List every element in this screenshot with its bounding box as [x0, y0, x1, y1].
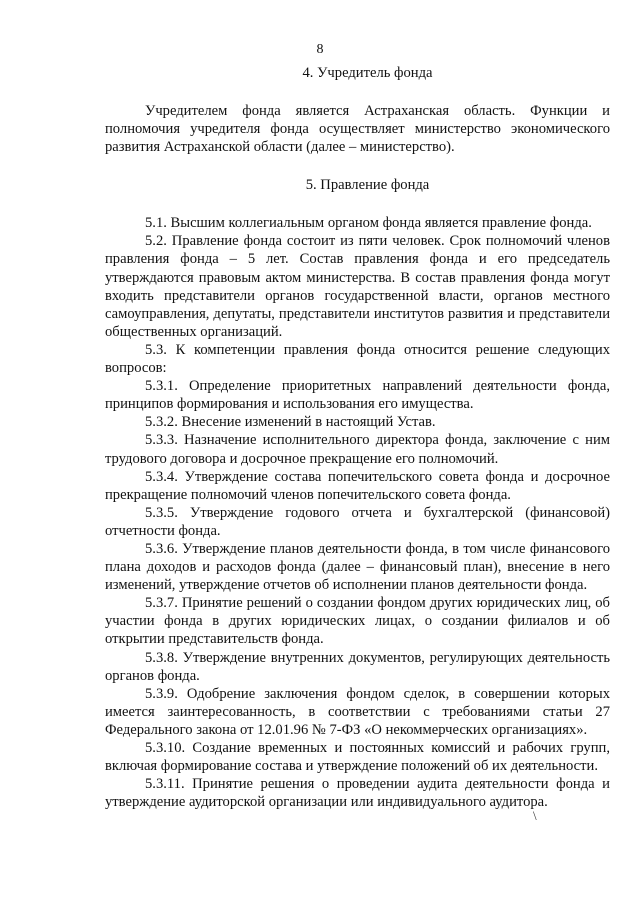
clause-5-3-8: 5.3.8. Утверждение внутренних документов, регулирующих деятельность органов фонда. — [105, 649, 610, 684]
page-number: 8 — [316, 42, 324, 57]
clause-5-2: 5.2. Правление фонда состоит из пяти человек. Срок полномочий членов правления фонда – 5 лет. Состав правления фонда и его председатель утверждаются правовым актом министерства. В состав правления фонда могут входить представители органов государственной власти, органов местного самоуправления, депутаты, представители институтов развития и представители общественных организаций. — [105, 233, 610, 340]
clause-5-3-2: 5.3.2. Внесение изменений в настоящий Устав. — [145, 414, 436, 431]
clause-5-3: 5.3. К компетенции правления фонда относится решение следующих вопросов: — [105, 341, 610, 377]
section-4-heading: 4. Учредитель фонда — [302, 65, 433, 81]
section-4-paragraph: Учредителем фонда является Астраханская область. Функции и полномочия учредителя фонда осуществляет министерство экономического развития Астраханской области (далее – министерство). — [105, 103, 610, 156]
clause-5-3-1: 5.3.1. Определение приоритетных направлений деятельности фонда, принципов формирования и использования его имущества. — [105, 378, 610, 413]
clause-5-3-3: 5.3.3. Назначение исполнительного директора фонда, заключение с ним трудового договора и досрочное прекращение его полномочий. — [105, 432, 610, 467]
clause-5-3-9: 5.3.9. Одобрение заключения фондом сделок, в совершении которых имеется заинтересованность, в соответствии с требованиями статьи 27 Федерального закона от 12.01.96 № 7-ФЗ «О некоммерческих организациях». — [105, 685, 610, 738]
clause-5-3-6: 5.3.6. Утверждение планов деятельности фонда, в том числе финансового плана доходов и расходов фонда (далее – финансовый план), внесение в него изменений, утверждение отчетов об исполнении планов деятельности фонда. — [105, 540, 610, 594]
clause-5-3-10: 5.3.10. Создание временных и постоянных комиссий и рабочих групп, включая формирование состава и утверждение положений об их деятельности. — [105, 740, 610, 775]
section-4 — [105, 64, 610, 156]
clause-5-3-7: 5.3.7. Принятие решений о создании фондом других юридических лиц, об участии фонда в других юридических лицах, о создании филиалов и об открытии представительств фонда. — [105, 595, 610, 648]
section-5-heading: 5. Правление фонда — [305, 177, 430, 194]
clause-5-1: 5.1. Высшим коллегиальным органом фонда является правление фонда. — [145, 215, 592, 232]
scan-mark: \ — [533, 808, 537, 823]
document-body — [105, 64, 610, 811]
clause-5-3-4: 5.3.4. Утверждение состава попечительского совета фонда и досрочное прекращение полномочий членов попечительского совета фонда. — [105, 468, 610, 503]
section-5 — [105, 176, 610, 811]
clause-5-3-11: 5.3.11. Принятие решения о проведении аудита деятельности фонда и утверждение аудиторской организации или индивидуального аудитора. — [105, 776, 610, 811]
clause-5-3-5: 5.3.5. Утверждение годового отчета и бухгалтерской (финансовой) отчетности фонда. — [105, 504, 610, 539]
